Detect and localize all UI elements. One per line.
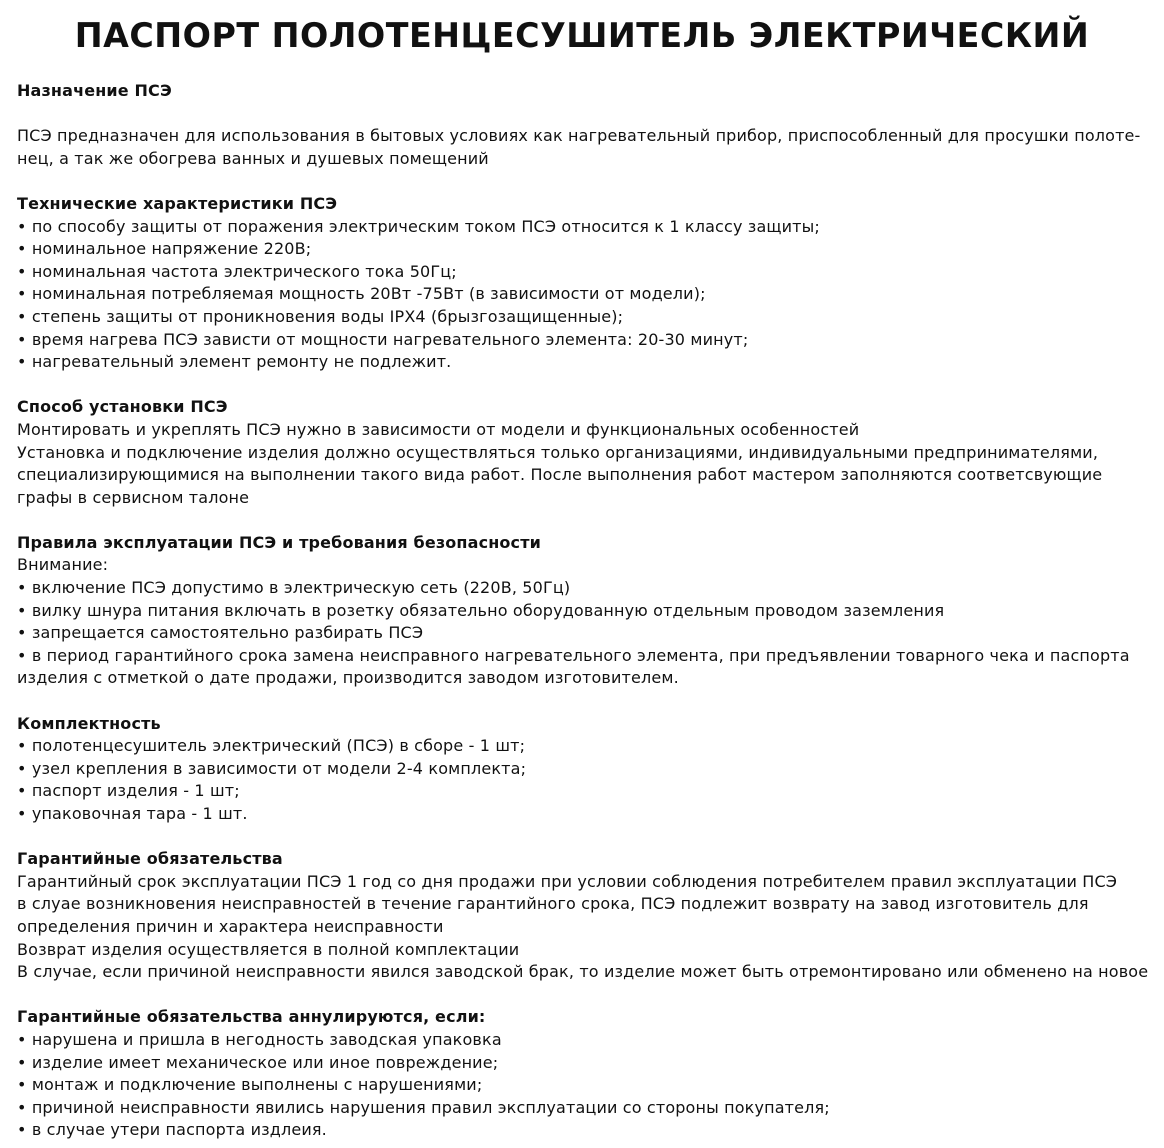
document-section xyxy=(17,848,1159,984)
list-item: • время нагрева ПСЭ зависти от мощности нагревательного элемента: 20-30 минут; xyxy=(17,329,749,349)
section-spacer xyxy=(17,509,1159,532)
section-spacer xyxy=(17,984,1159,1007)
document-section xyxy=(17,713,1159,826)
list-item: • узел крепления в зависимости от модели 2-4 комплекта; xyxy=(17,758,527,778)
section-heading: Способ установки ПСЭ xyxy=(17,397,228,417)
list-item: • упаковочная тара - 1 шт. xyxy=(17,804,248,823)
list-item: • в период гарантийного срока замена неисправного нагревательного элемента, при предъявлении товарного чека и паспорта xyxy=(17,645,1130,665)
list-item: • включение ПСЭ допустимо в электрическую сеть (220В, 50Гц) xyxy=(17,578,571,598)
section-spacer xyxy=(17,374,1159,397)
list-item: • в случае утери паспорта издлеия. xyxy=(17,1120,327,1140)
spacer xyxy=(17,103,1159,126)
list-item: • нарушена и пришла в негодность заводская упаковка xyxy=(17,1029,502,1049)
list-item: • изделие имеет механическое или иное повреждение; xyxy=(17,1052,499,1072)
list-item: • вилку шнура питания включать в розетку обязательно оборудованную отдельным проводом заземления xyxy=(17,600,945,620)
section-spacer xyxy=(17,170,1159,193)
paragraph-line: специализирующимися на выполнении такого вида работ. После выполнения работ мастером заполняются соответсвующие xyxy=(17,465,1103,485)
list-item: • полотенцесушитель электрический (ПСЭ) в сборе - 1 шт; xyxy=(17,736,526,756)
document-body xyxy=(17,80,1159,1142)
document-section xyxy=(17,1006,1159,1142)
paragraph-line: Гарантийный срок эксплуатации ПСЭ 1 год со дня продажи при условии соблюдения потребителем правил эксплуатации ПСЭ xyxy=(17,871,1118,891)
paragraph-line: в слуае возникновения неисправностей в течение гарантийного срока, ПСЭ подлежит возврату на завод изготовитель для xyxy=(17,894,1089,914)
paragraph-line: Внимание: xyxy=(17,555,109,575)
section-heading: Комплектность xyxy=(17,713,161,733)
list-item: • номинальное напряжение 220В; xyxy=(17,239,312,259)
list-item: • запрещается самостоятельно разбирать ПСЭ xyxy=(17,623,424,643)
paragraph-line: определения причин и характера неисправности xyxy=(17,916,444,936)
paragraph-line: нец, а так же обогрева ванных и душевых помещений xyxy=(17,148,489,168)
list-item: • номинальная потребляемая мощность 20Вт -75Вт (в зависимости от модели); xyxy=(17,284,706,304)
list-item: • степень защиты от проникновения воды IPX4 (брызгозащищенные); xyxy=(17,306,624,326)
list-item: • номинальная частота электрического тока 50Гц; xyxy=(17,261,457,281)
section-heading: Назначение ПСЭ xyxy=(17,81,172,100)
document-section xyxy=(17,396,1159,509)
list-item: • причиной неисправности явились нарушения правил эксплуатации со стороны покупателя; xyxy=(17,1097,830,1117)
section-heading: Технические характеристики ПСЭ xyxy=(17,193,338,213)
list-item: • нагревательный элемент ремонту не подлежит. xyxy=(17,352,452,372)
section-heading: Правила эксплуатации ПСЭ и требования безопасности xyxy=(17,532,541,552)
paragraph-line: Установка и подключение изделия должно осуществляться только организациями, индивидуальными предпринимателями, xyxy=(17,442,1099,462)
document-section xyxy=(17,532,1159,690)
list-item: • паспорт изделия - 1 шт; xyxy=(17,781,240,801)
section-heading: Гарантийные обязательства xyxy=(17,849,283,869)
document-section xyxy=(17,80,1159,170)
document-section xyxy=(17,193,1159,374)
paragraph-line: В случае, если причиной неисправности явился заводской брак, то изделие может быть отремонтировано или обменено на новое xyxy=(17,962,1149,982)
section-spacer xyxy=(17,690,1159,713)
section-spacer xyxy=(17,826,1159,849)
page-title: ПАСПОРТ ПОЛОТЕНЦЕСУШИТЕЛЬ ЭЛЕКТРИЧЕСКИЙ xyxy=(74,16,1090,56)
section-heading: Гарантийные обязательства аннулируются, если: xyxy=(17,1007,486,1027)
list-item: • по способу защиты от поражения электрическим током ПСЭ относится к 1 классу защиты; xyxy=(17,216,820,236)
paragraph-line: ПСЭ предназначен для использования в бытовых условиях как нагревательный прибор, приспособленный для просушки полоте- xyxy=(17,126,1141,146)
paragraph-line: Возврат изделия осуществляется в полной комплектации xyxy=(17,939,520,959)
paragraph-line: Монтировать и укреплять ПСЭ нужно в зависимости от модели и функциональных особенностей xyxy=(17,419,860,439)
list-item: • монтаж и подключение выполнены с нарушениями; xyxy=(17,1075,483,1095)
paragraph-line: изделия с отметкой о дате продажи, производится заводом изготовителем. xyxy=(17,668,679,688)
paragraph-line: графы в сервисном талоне xyxy=(17,487,250,507)
